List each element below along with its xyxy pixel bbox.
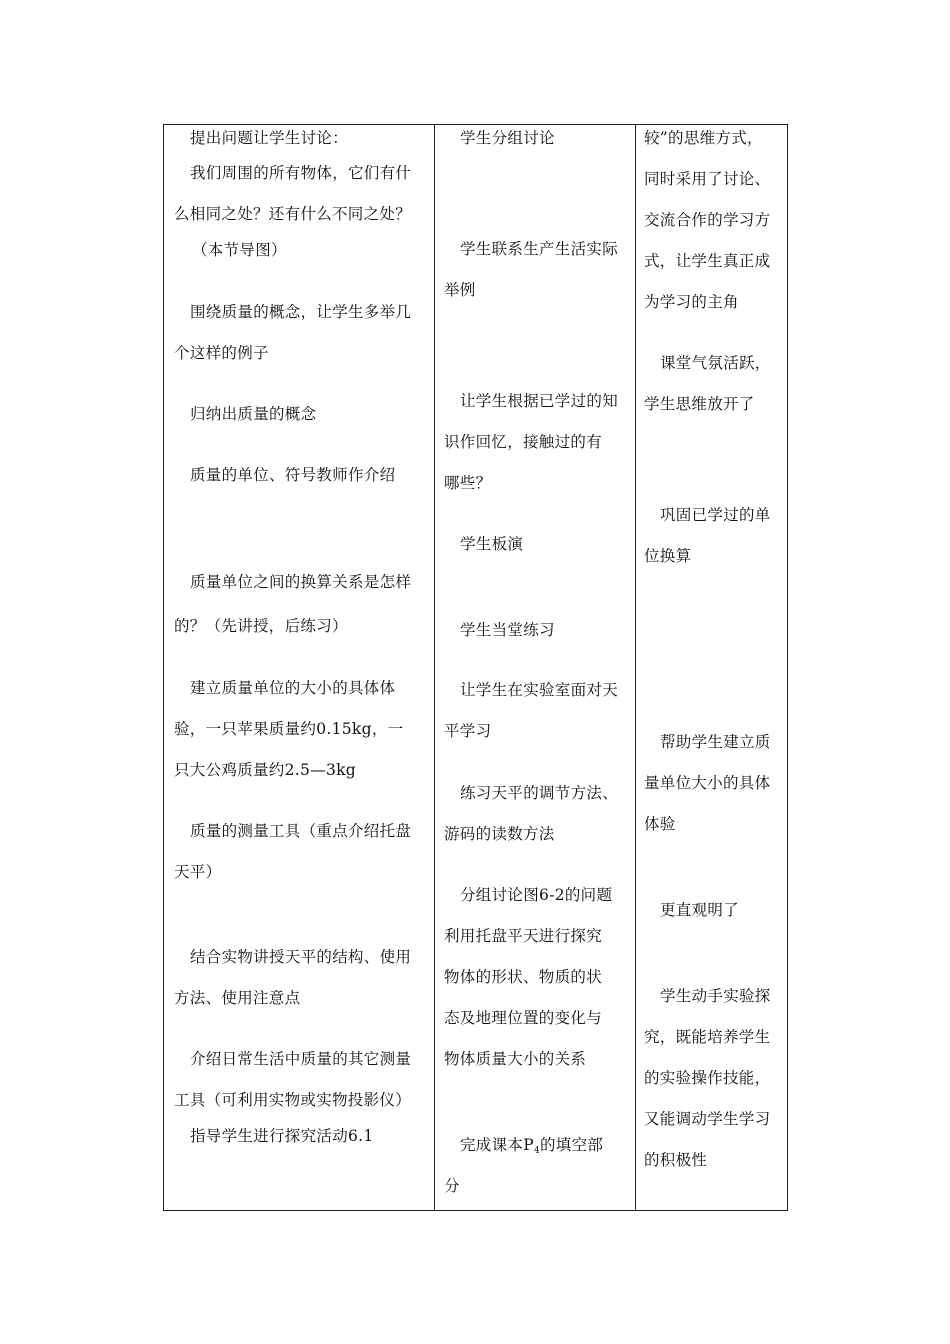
text-line: 的？（先讲授，后练习）	[174, 617, 348, 635]
student-activity-column	[435, 125, 635, 1210]
text-line: 为学习的主角	[644, 293, 739, 311]
text-line: 围绕质量的概念，让学生多举几	[190, 303, 412, 321]
text-line: 位换算	[644, 547, 692, 565]
text-line: 我们周围的所有物体，它们有什	[190, 164, 412, 182]
text-line: 识作回忆，接触过的有	[444, 433, 603, 451]
text-line: 建立质量单位的大小的具体体	[190, 679, 396, 697]
text-line: 质量的测量工具（重点介绍托盘	[190, 822, 412, 840]
text-line: 完成课本$P_4$的填空部	[460, 1136, 604, 1156]
text-line: 游码的读数方法	[444, 825, 555, 843]
text-line: 介绍日常生活中质量的其它测量	[190, 1050, 412, 1068]
text-line: 哪些？	[444, 474, 492, 492]
text-line: 提出问题让学生讨论：	[190, 129, 349, 147]
text-line: 学生当堂练习	[460, 621, 555, 639]
text-line: 学生分组讨论	[460, 129, 555, 147]
text-line: 么相同之处？还有什么不同之处？	[174, 205, 412, 223]
text-line: 工具（可利用实物或实物投影仪）	[174, 1091, 412, 1109]
text-line: 学生思维放开了	[644, 395, 755, 413]
text-line: 究，既能培养学生	[644, 1028, 771, 1046]
text-line: 利用托盘平天进行探究	[444, 927, 603, 945]
text-line: 方法、使用注意点	[174, 989, 301, 1007]
text-line: 交流合作的学习方	[644, 211, 771, 229]
design-intent-column	[636, 125, 787, 1210]
text-line: （本节导图）	[192, 241, 287, 259]
text-line: 个这样的例子	[174, 344, 269, 362]
text-line: 只大公鸡质量约2.5—3kg	[174, 761, 357, 779]
text-line: 学生板演	[460, 535, 524, 553]
text-line: 更直观明了	[660, 901, 740, 919]
teacher-activity-column	[164, 125, 434, 1210]
text-line: 物体的形状、物质的状	[444, 968, 603, 986]
text-line: 帮助学生建立质	[660, 733, 771, 751]
text-line: 让学生在实验室面对天	[460, 681, 619, 699]
text-line: 式，让学生真正成	[644, 252, 771, 270]
text-line: 的实验操作技能，	[644, 1069, 771, 1087]
text-line: 态及地理位置的变化与	[444, 1009, 603, 1027]
text-line: 的积极性	[644, 1151, 708, 1169]
text-line: 质量单位之间的换算关系是怎样	[190, 573, 412, 591]
text-line: 量单位大小的具体	[644, 774, 771, 792]
text-line: 学生动手实验探	[660, 987, 771, 1005]
text-line: 较”的思维方式，	[644, 129, 763, 147]
text-line: 巩固已学过的单	[660, 506, 771, 524]
text-line: 平学习	[444, 722, 492, 740]
text-line: 同时采用了讨论、	[644, 170, 771, 188]
text-line: 练习天平的调节方法、	[460, 784, 619, 802]
lesson-table	[163, 124, 788, 1211]
text-line: 归纳出质量的概念	[190, 405, 317, 423]
text-line: 分	[444, 1177, 460, 1195]
text-line: 又能调动学生学习	[644, 1110, 771, 1128]
text-line: 天平）	[174, 863, 222, 881]
subscript: 4	[533, 1146, 540, 1156]
text-line: 分组讨论图6-2的问题	[460, 886, 613, 904]
text-line: 指导学生进行探究活动6.1	[190, 1127, 374, 1145]
text-line: 让学生根据已学过的知	[460, 392, 619, 410]
text-line: 课堂气氛活跃，	[660, 354, 771, 372]
text-line: 学生联系生产生活实际	[460, 240, 619, 258]
text-line: 结合实物讲授天平的结构、使用	[190, 948, 412, 966]
text-line: 体验	[644, 815, 676, 833]
text-line: 举例	[444, 281, 476, 299]
text-line: 物体质量大小的关系	[444, 1050, 587, 1068]
text-line: 验，一只苹果质量约0.15kg，一	[174, 720, 404, 738]
text-line: 质量的单位、符号教师作介绍	[190, 466, 396, 484]
